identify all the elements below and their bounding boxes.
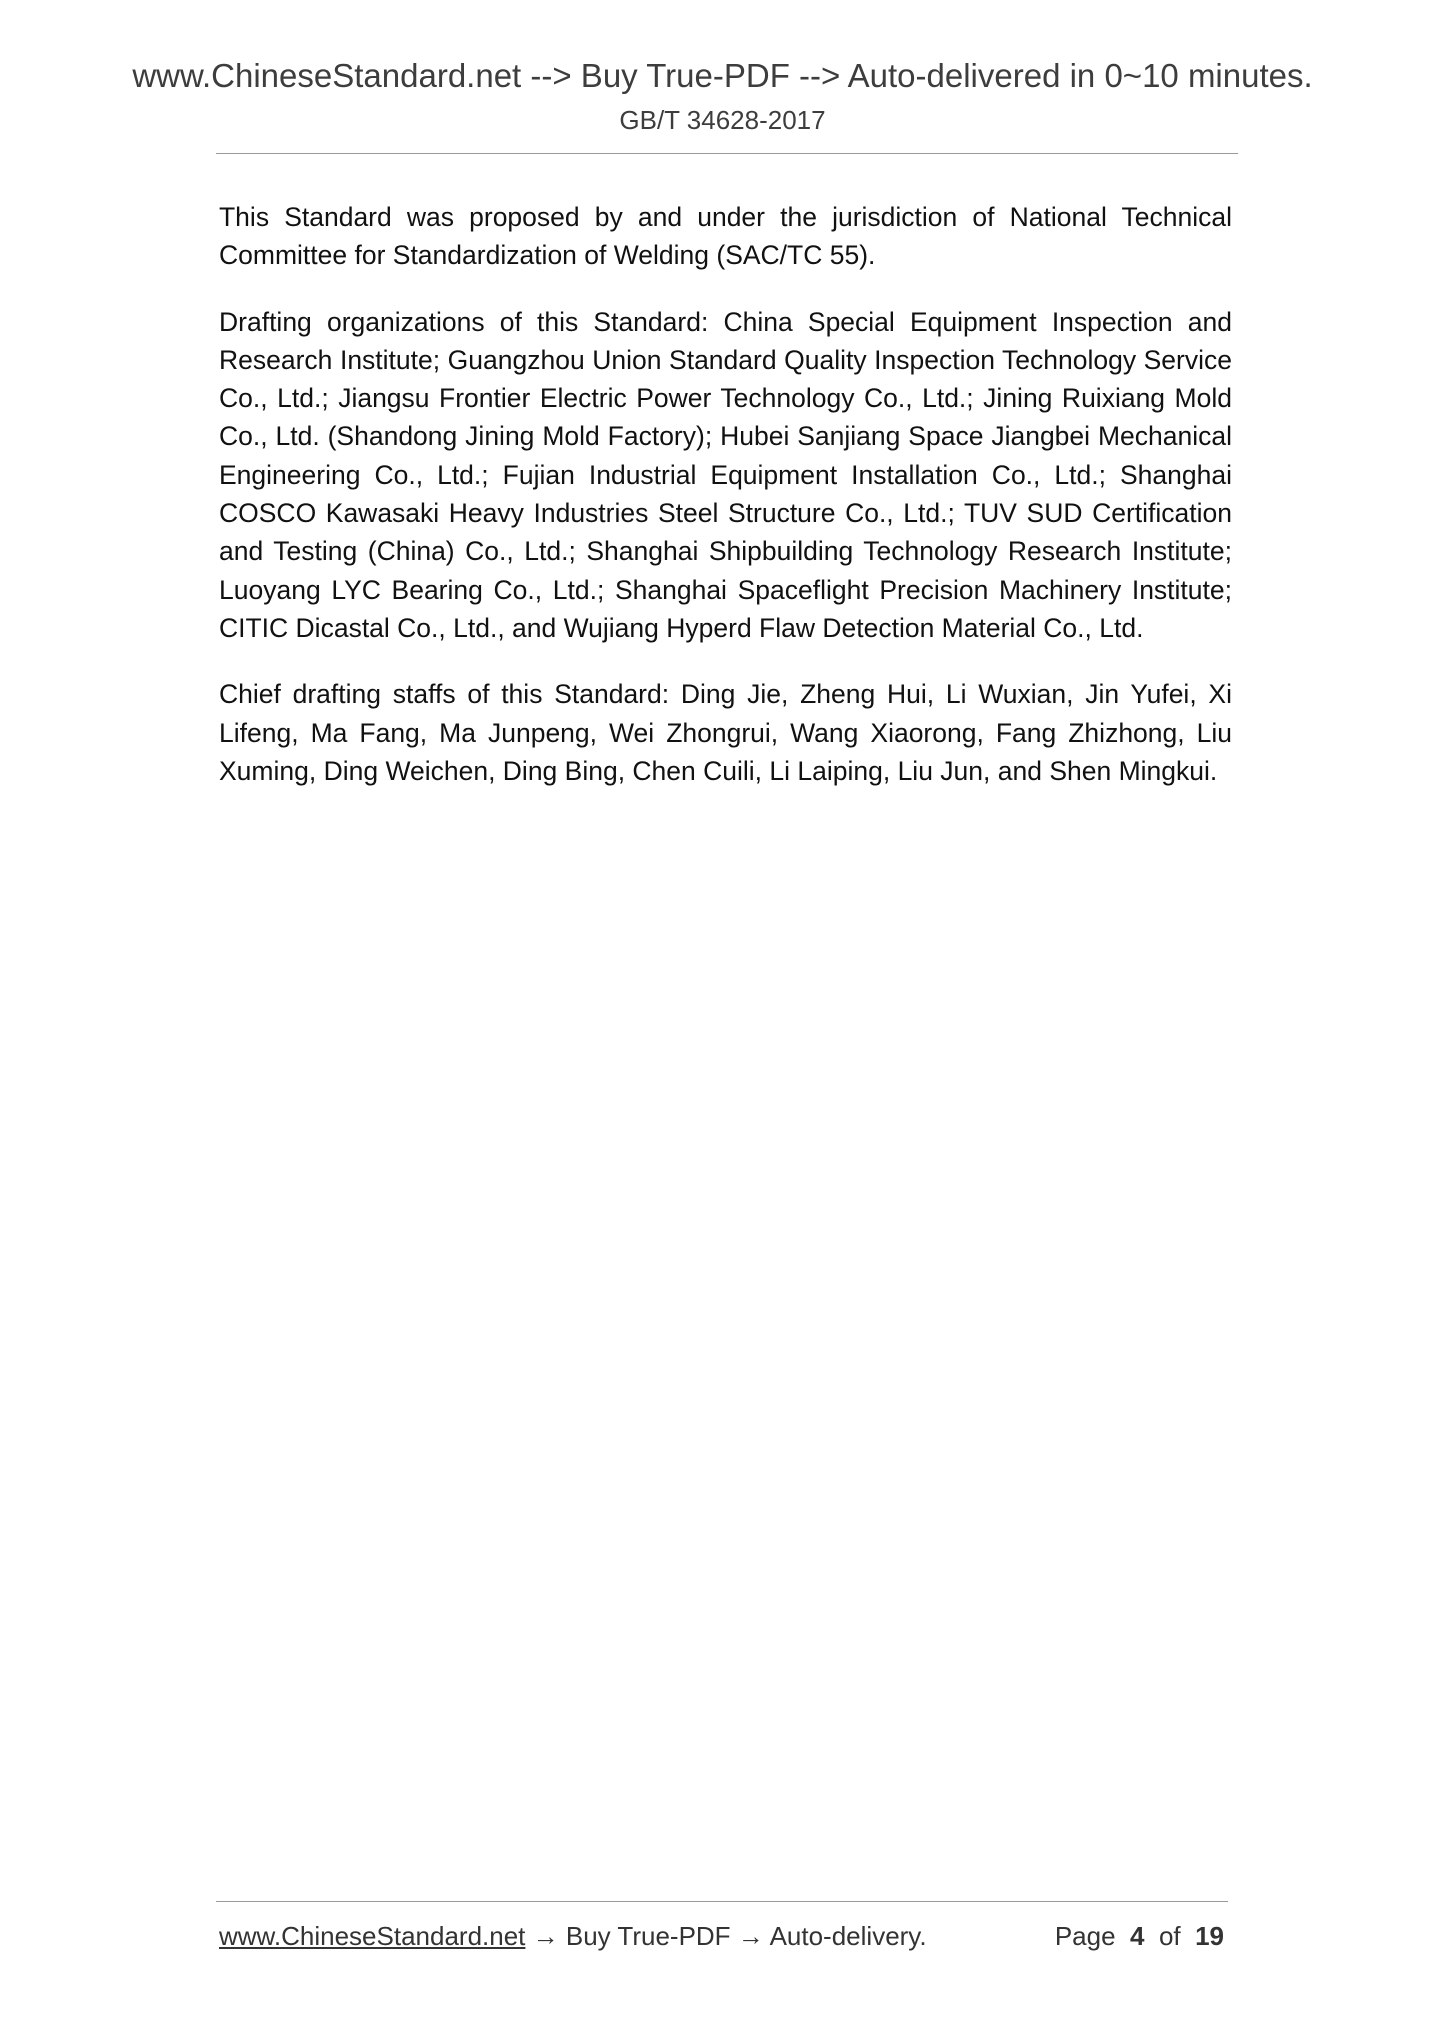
body-text [219, 198, 1232, 818]
page-current: 4 [1130, 1921, 1145, 1951]
top-banner: www.ChineseStandard.net --> Buy True-PDF --> Auto-delivered in 0~10 minutes. [132, 57, 1313, 94]
page-footer [219, 1918, 1224, 1958]
page-label: Page [1054, 1921, 1116, 1951]
page-total: 19 [1195, 1921, 1224, 1951]
page-indicator [1055, 1918, 1224, 1954]
footer-site-link[interactable]: www.ChineseStandard.net [219, 1921, 526, 1951]
standard-number: GB/T 34628-2017 [619, 105, 826, 135]
page-of: of [1158, 1921, 1181, 1951]
footer-left [219, 1921, 927, 1951]
paragraph-drafting-organizations: Drafting organizations of this Standard: China Special Equipment Inspection and Research Institute; Guangzhou Union Standard Quality Inspection Technology Service Co., Ltd.; Jiangsu Frontier Electric Power Technology Co., Ltd.; Jining Ruixiang Mold Co., Ltd. (Shandong Jining Mold Factory); Hubei Sanjiang Space Jiangbei Mechanical Engineering Co., Ltd.; Fujian Industrial Equipment Installation Co., Ltd.; Shanghai COSCO Kawasaki Heavy Industries Steel Structure Co., Ltd.; TUV SUD Certification and Testing (China) Co., Ltd.; Shanghai Shipbuilding Technology Research Institute; Luoyang LYC Bearing Co., Ltd.; Shanghai Spaceflight Precision Machinery Institute; CITIC Dicastal Co., Ltd., and Wujiang Hyperd Flaw Detection Material Co., Ltd. [219, 306, 1232, 643]
paragraph-proposed-by: This Standard was proposed by and under the jurisdiction of National Technical Committee for Standardization of Welding (SAC/TC 55). [219, 202, 1232, 271]
footer-divider [216, 1901, 1228, 1902]
header-divider [216, 153, 1238, 154]
paragraph-chief-drafting-staffs: Chief drafting staffs of this Standard: Ding Jie, Zheng Hui, Li Wuxian, Jin Yufei, Xi Lifeng, Ma Fang, Ma Junpeng, Wei Zhongrui, Wang Xiaorong, Fang Zhizhong, Liu Xuming, Ding Weichen, Ding Bing, Chen Cuili, Li Laiping, Liu Jun, and Shen Mingkui. [219, 679, 1232, 786]
footer-tagline: → Buy True-PDF → Auto-delivery. [525, 1921, 927, 1951]
